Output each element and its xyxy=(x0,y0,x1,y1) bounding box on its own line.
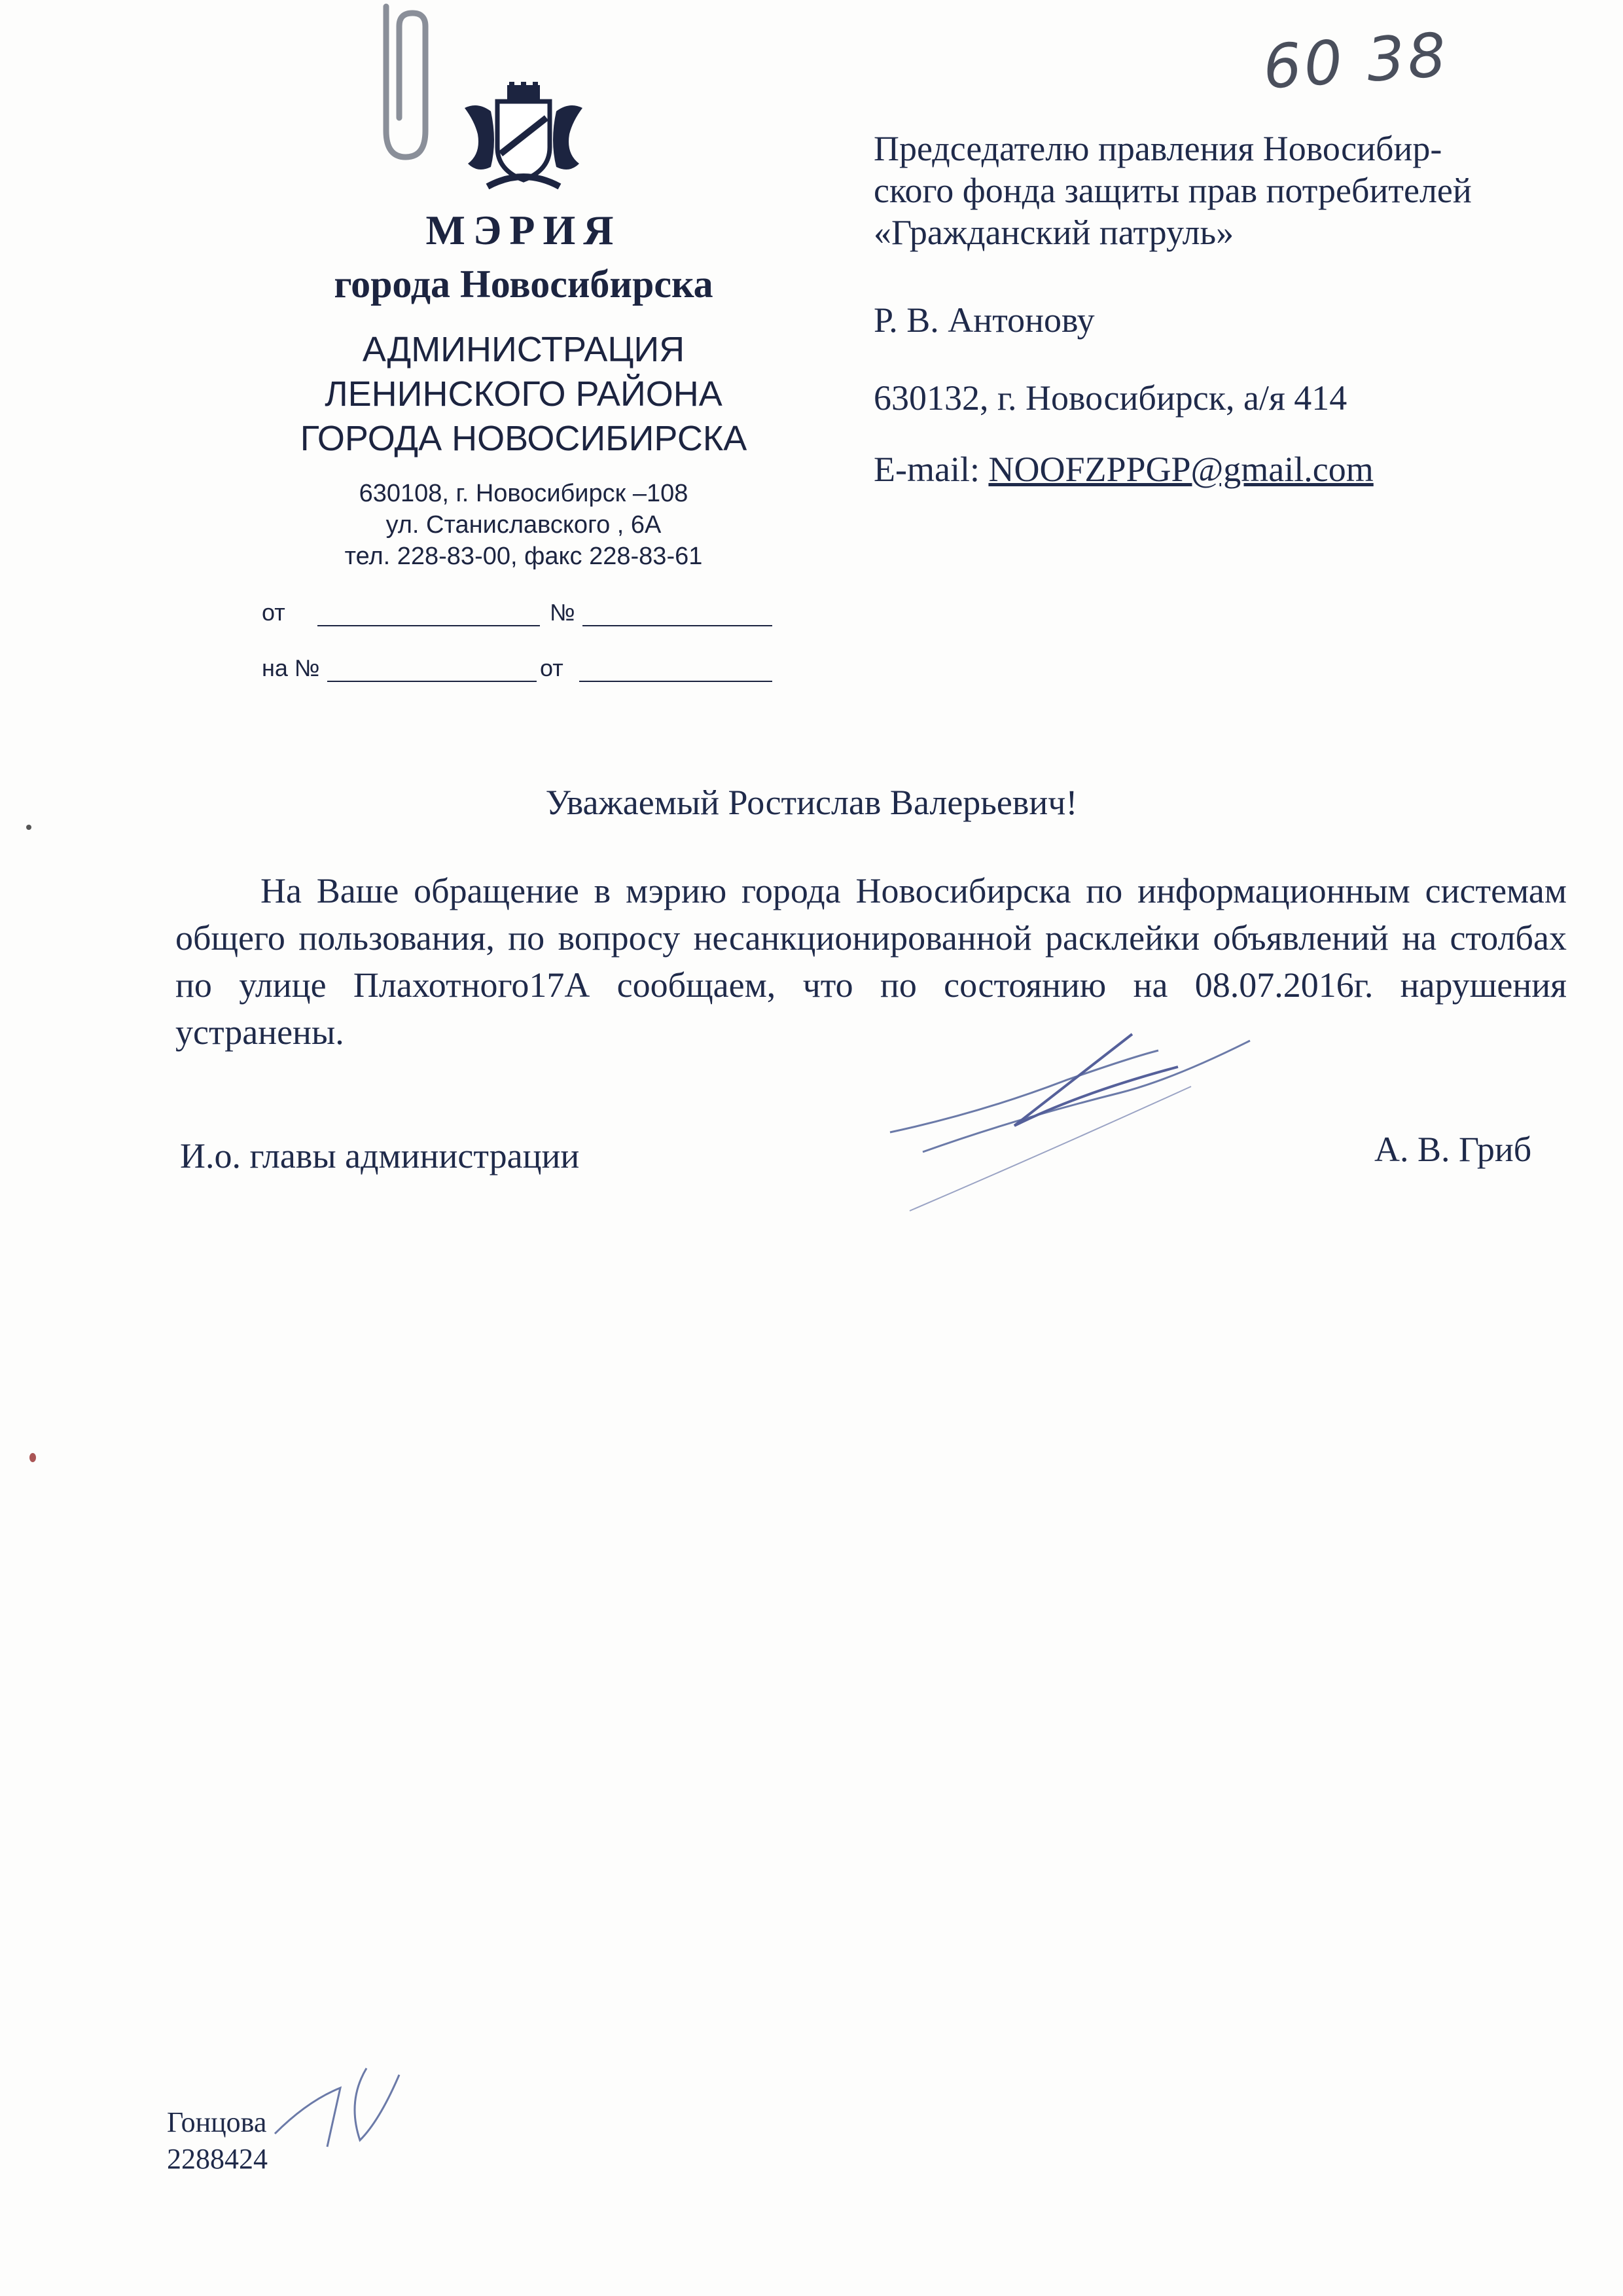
greeting: Уважаемый Ростислав Валерьевич! xyxy=(545,783,1078,822)
paper-clip-icon xyxy=(366,0,438,170)
ref-date-label: от xyxy=(540,655,563,681)
address-line-2: ул. Станиславского , 6А xyxy=(385,511,662,539)
recipient-line-2: ского фонда защиты прав потребителей xyxy=(874,171,1472,210)
email-label: E-mail: xyxy=(874,450,989,489)
recipient-line-1: Председателю правления Новосибир- xyxy=(874,129,1442,168)
novosibirsk-coat-of-arms-icon xyxy=(452,82,596,200)
recipient-block xyxy=(874,128,1580,490)
email-link[interactable]: NOOFZPPGP@gmail.com xyxy=(988,450,1374,489)
executor-info xyxy=(167,2104,268,2178)
ref-date-line xyxy=(579,681,772,682)
recipient-email-row xyxy=(874,448,1580,490)
recipient-name: Р. В. Антонову xyxy=(874,300,1095,340)
mayor-office-title: МЭРИЯ xyxy=(425,207,622,253)
ref-number-label: на № xyxy=(262,655,320,681)
admin-line-2: ЛЕНИНСКОГО РАЙОНА xyxy=(325,374,722,414)
executor-initials-scribble xyxy=(268,2062,412,2153)
city-name: города Новосибирска xyxy=(334,262,713,306)
address-line-1: 630108, г. Новосибирск –108 xyxy=(359,480,688,507)
number-label: № xyxy=(550,599,575,626)
admin-line-1: АДМИНИСТРАЦИЯ xyxy=(362,330,685,369)
recipient-line-3: «Гражданский патруль» xyxy=(874,213,1234,252)
address-line-3: тел. 228-83-00, факс 228-83-61 xyxy=(344,543,703,570)
signer-title: И.о. главы администрации xyxy=(180,1136,580,1175)
number-line xyxy=(582,625,772,626)
recipient-address: 630132, г. Новосибирск, а/я 414 xyxy=(874,378,1347,418)
from-date-label: от xyxy=(262,599,285,626)
ref-number-line xyxy=(327,681,537,682)
body-paragraph: На Ваше обращение в мэрию города Новосибирска по информационным системам общего пользования, по вопросу несанкционированной расклейки объявлений на столбах по улице Плахотного17А сообщаем, что по состоянию на 08.07.2016г. нарушения устранены. xyxy=(175,871,1567,1052)
signature-scribble xyxy=(883,1021,1263,1217)
from-date-line xyxy=(317,625,540,626)
scan-dot xyxy=(26,825,31,830)
letter-body xyxy=(175,867,1567,1056)
admin-line-3: ГОРОДА НОВОСИБИРСКА xyxy=(300,419,747,458)
administration-name xyxy=(249,327,798,461)
executor-name: Гонцова xyxy=(167,2106,267,2138)
signer-name: А. В. Гриб xyxy=(1374,1130,1532,1169)
scan-dot xyxy=(29,1453,36,1462)
letterhead-address xyxy=(275,478,772,572)
incoming-number-stamp: 60 38 xyxy=(1260,20,1451,103)
executor-phone: 2288424 xyxy=(167,2143,268,2175)
